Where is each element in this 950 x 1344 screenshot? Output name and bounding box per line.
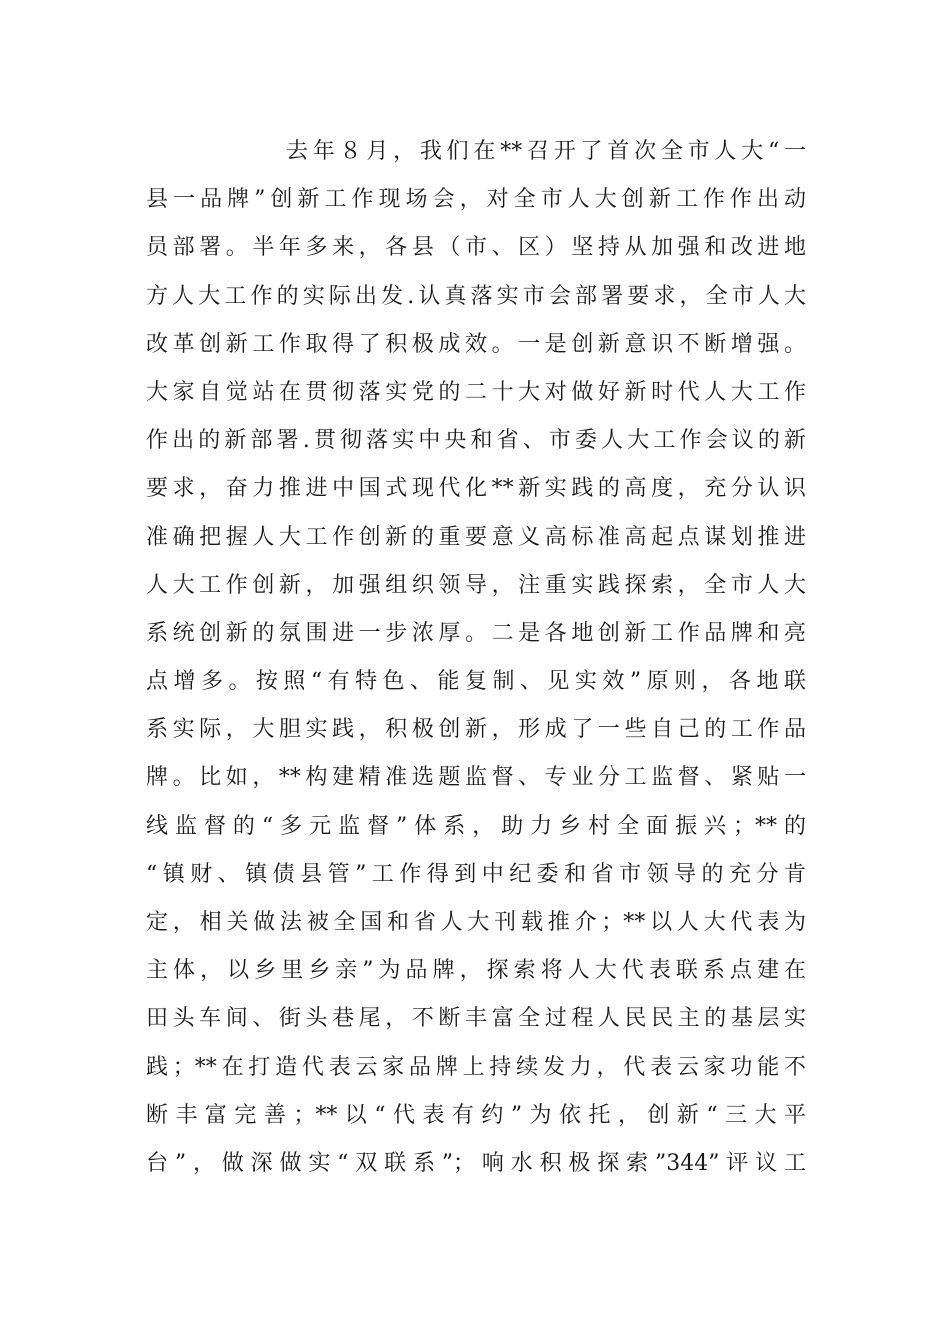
text-line: 准确把握人大工作创新的重要意义高标准高起点谋划推进 <box>146 524 806 550</box>
text-line: 改革创新工作取得了积极成效。一是创新意识不断增强。 <box>146 331 806 357</box>
text-line: 线监督的“多元监督”体系，助力乡村全面振兴；**的 <box>146 813 806 839</box>
text-line: 员部署。半年多来，各县（市、区）坚持从加强和改进地 <box>146 235 806 261</box>
text-line: 系统创新的氛围进一步浓厚。二是各地创新工作品牌和亮 <box>146 620 806 646</box>
text-line: 台”，做深做实“双联系”；响水积极探索”344”评议工 <box>146 1150 806 1176</box>
text-line: 系实际，大胆实践，积极创新，形成了一些自己的工作品 <box>146 717 806 743</box>
text-line: 主体，以乡里乡亲”为品牌，探索将人大代表联系点建在 <box>146 958 806 984</box>
text-line: 要求，奋力推进中国式现代化**新实践的高度，充分认识 <box>146 476 806 502</box>
text-line: 定，相关做法被全国和省人大刊载推介；**以人大代表为 <box>146 910 806 935</box>
body-paragraph <box>146 128 806 1188</box>
text-line: 践；**在打造代表云家品牌上持续发力，代表云家功能不 <box>146 1054 806 1080</box>
text-line: 人大工作创新，加强组织领导，注重实践探索，全市人大 <box>146 572 806 598</box>
text-line: “镇财、镇债县管”工作得到中纪委和省市领导的充分肯 <box>146 861 806 887</box>
text-line: 去年８月，我们在**召开了首次全市人大“一 <box>286 139 806 164</box>
text-line: 点增多。按照“有特色、能复制、见实效”原则，各地联 <box>146 669 806 695</box>
text-line: 作出的新部署.贯彻落实中央和省、市委人大工作会议的新 <box>146 428 806 454</box>
text-line: 牌。比如，**构建精准选题监督、专业分工监督、紧贴一 <box>146 765 806 791</box>
text-line: 断丰富完善；**以“代表有约”为依托，创新“三大平 <box>146 1102 806 1128</box>
text-line: 县一品牌”创新工作现场会，对全市人大创新工作作出动 <box>146 187 806 213</box>
text-line: 田头车间、街头巷尾，不断丰富全过程人民民主的基层实 <box>146 1006 806 1032</box>
text-line: 方人大工作的实际出发.认真落实市会部署要求，全市人大 <box>146 283 806 309</box>
text-line: 大家自觉站在贯彻落实党的二十大对做好新时代人大工作 <box>146 379 806 405</box>
